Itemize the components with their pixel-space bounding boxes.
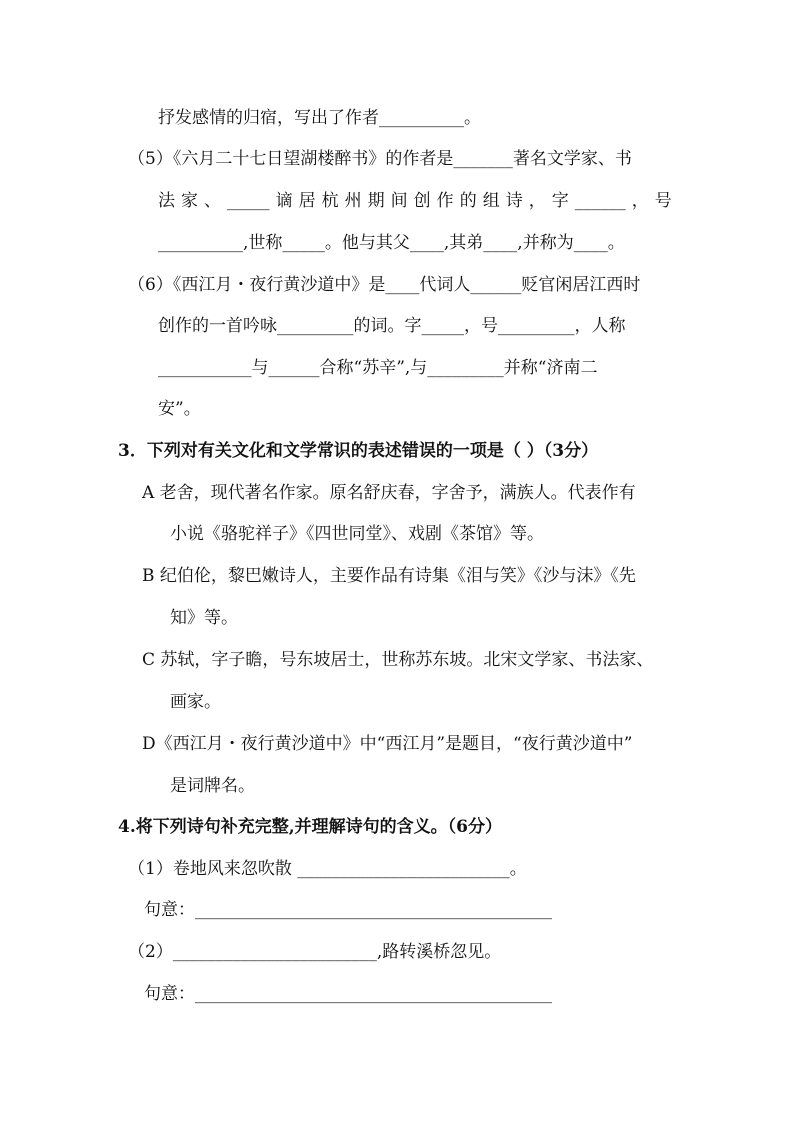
q2-item5-line3: __________,世称_____。他与其父____,其弟____,并称为____。 [158,233,625,253]
q2-item5-line2 [158,189,672,213]
q4-title: 4.将下列诗句补充完整,并理解诗句的含义。（6分） [118,817,502,837]
justified-char: 法 [158,191,175,211]
justified-char: ______ [574,191,626,211]
justified-char: ， [631,191,649,211]
q3-title: 3．下列对有关文化和文学常识的表述错误的一项是（ ）（3分） [118,441,599,461]
justified-char: 的 [459,191,477,211]
justified-char: 字 [551,191,569,211]
justified-char: 期 [367,191,385,211]
q4-item2: （2）________________________,路转溪桥忽见。 [128,942,502,962]
q3-option-a: A 老舍，现代著名作家。原名舒庆春，字舍予，满族人。代表作有 [142,483,636,503]
q3-option-b-cont: 知》等。 [170,608,238,628]
q4-meaning2: 句意：__________________________________________ [144,984,552,1004]
justified-char: 杭 [321,191,339,211]
q2-item6-line1: （6）《西江月・夜行黄沙道中》是____代词人______贬官闲居江西时 [128,275,641,295]
justified-char: 州 [344,191,362,211]
q3-option-c: C 苏轼，字子瞻，号东坡居士，世称苏东坡。北宋文学家、书法家、 [142,650,654,670]
justified-char: 间 [390,191,408,211]
q3-option-b: B 纪伯伦，黎巴嫩诗人，主要作品有诗集《泪与笑》《沙与沫》《先 [142,566,636,586]
justified-char: 诗 [505,191,523,211]
justified-char: 谪 [275,191,293,211]
justified-char: 、 [204,191,222,211]
justified-char: 作 [436,191,454,211]
q4-item1: （1）卷地风来忽吹散 _________________________。 [128,859,527,879]
q2-item5-line1: （5）《六月二十七日望湖楼醉书》的作者是_______著名文学家、书 [128,149,632,169]
justified-char: 号 [654,191,672,211]
q3-option-c-cont: 画家。 [170,692,221,712]
q3-option-d-cont: 是词牌名。 [170,776,255,796]
q2-item6-line2: 创作的一首吟咏_________的词。字_____，号_________，人称 [158,316,626,336]
justified-char: 组 [482,191,500,211]
q2-item6-line3: ___________与______合称“苏辛”,与_________并称“济南二 [158,358,598,378]
q3-option-a-cont: 小说《骆驼祥子》《四世同堂》、戏剧《茶馆》等。 [170,524,544,544]
justified-char: 居 [298,191,316,211]
justified-char: 家 [181,191,199,211]
q2-item6-line4: 安”。 [158,399,201,419]
justified-char: _____ [227,191,270,211]
q2-cont-line: 抒发感情的归宿，写出了作者__________。 [158,108,481,128]
q4-meaning1: 句意：__________________________________________ [144,900,552,920]
q3-option-d: D《西江月・夜行黄沙道中》中“西江月”是题目，“夜行黄沙道中” [142,734,633,754]
justified-char: 创 [413,191,431,211]
justified-char: ， [528,191,546,211]
